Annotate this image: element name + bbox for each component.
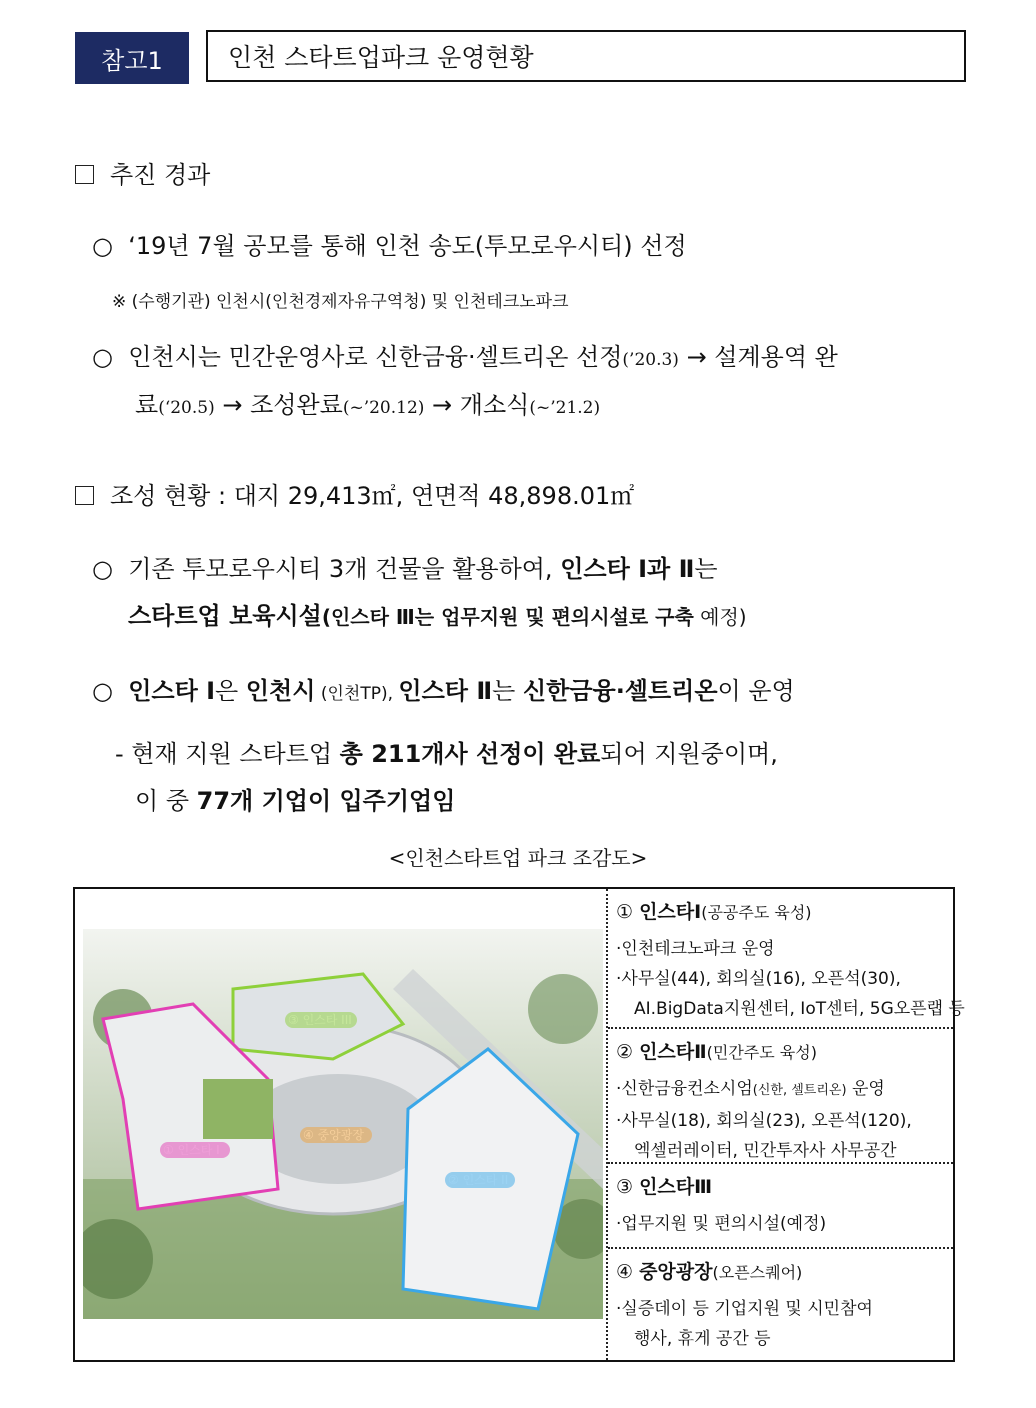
circle-bullet-icon: ○	[92, 343, 129, 371]
legend-item: ·신한금융컨소시엄(신한, 셀트리온) 운영	[616, 1079, 885, 1099]
legend-item: ·사무실(18), 회의실(23), 오픈석(120),	[616, 1111, 912, 1131]
legend-name: 인스타Ⅰ	[639, 901, 702, 923]
dash-text: 총 211개사 선정이 완료	[339, 740, 601, 768]
section-heading-progress	[75, 155, 210, 190]
bullet-operator-cont	[135, 385, 600, 420]
legend-item: AI.BigData지원센터, IoT센터, 5G오픈랩 등	[634, 999, 965, 1019]
bullet-selection	[92, 226, 687, 261]
date-text: (‘20.5)	[158, 398, 215, 418]
legend-heading	[616, 897, 953, 924]
date-text: (’20.3)	[622, 350, 679, 370]
bullet-text: 이 운영	[717, 677, 795, 705]
legend-item: ·실증데이 등 기업지원 및 시민참여	[616, 1299, 873, 1319]
page-title: 인천 스타트업파크 운영현황	[206, 30, 966, 82]
bullet-text: (인스타 Ⅲ는 업무지원 및 편의시설로 구축	[321, 605, 694, 629]
reference-badge: 참고1	[75, 32, 189, 84]
legend-item: ·인천테크노파크 운영	[616, 939, 775, 959]
legend-sub: (오픈스퀘어)	[712, 1263, 803, 1282]
legend-number: ①	[616, 901, 640, 923]
legend-section	[608, 889, 965, 1029]
legend-number: ④	[616, 1261, 640, 1283]
legend-section	[608, 1249, 953, 1363]
bullet-text: → 조성완료	[214, 391, 343, 419]
heading-text: 조성 현황 : 대지 29,413㎡, 연면적 48,898.01㎡	[110, 482, 635, 510]
bullet-text: 예정)	[693, 605, 747, 629]
bullet-buildings-cont	[128, 596, 747, 631]
bullet-operator	[92, 337, 838, 372]
bullet-text: 기존 투모로우시티 3개 건물을 활용하여,	[128, 555, 561, 583]
legend-item: 엑셀러레이터, 민간투자사 사무공간	[634, 1141, 897, 1161]
bullet-text: 인스타 Ⅰ	[128, 677, 216, 705]
bullet-text: ‘19년 7월 공모를 통해 인천 송도(투모로우시티) 선정	[128, 232, 687, 260]
figure-caption: <인천스타트업 파크 조감도>	[388, 846, 648, 870]
bullet-operators	[92, 671, 795, 706]
bullet-text: 은	[215, 677, 246, 705]
bullet-text: → 설계용역 완	[678, 343, 838, 371]
bullet-text: 는	[694, 555, 718, 583]
aerial-view-image	[83, 929, 603, 1319]
legend-name: 인스타Ⅲ	[639, 1176, 713, 1198]
legend-name: 중앙광장	[639, 1261, 713, 1283]
bullet-text: → 개소식	[424, 391, 530, 419]
legend-item: 행사, 휴게 공간 등	[634, 1329, 771, 1349]
legend-heading	[616, 1172, 953, 1199]
bullet-text: 료	[135, 391, 159, 419]
heading-text: 추진 경과	[110, 161, 211, 189]
legend-sub: (공공주도 육성)	[701, 903, 812, 922]
legend-heading	[616, 1037, 953, 1064]
bullet-text: 인스타 Ⅰ과 Ⅱ	[560, 555, 695, 583]
figure-box	[73, 887, 965, 1362]
dash-item-startups-cont	[135, 781, 455, 816]
legend-section	[608, 1029, 953, 1164]
checkbox-square-icon	[75, 165, 94, 184]
circle-bullet-icon: ○	[92, 232, 129, 260]
building-legend-panel	[608, 889, 965, 1360]
dash-text: 77개 기업이 입주기업임	[196, 787, 456, 815]
aerial-view-illustration	[83, 929, 603, 1319]
legend-sub: (민간주도 육성)	[706, 1043, 817, 1062]
legend-number: ②	[616, 1041, 640, 1063]
legend-heading	[616, 1257, 953, 1284]
bullet-text: 인스타 Ⅱ	[398, 677, 493, 705]
circle-bullet-icon: ○	[92, 677, 129, 705]
date-text: (~’20.12)	[342, 398, 425, 418]
bullet-buildings	[92, 549, 718, 584]
legend-item: ·업무지원 및 편의시설(예정)	[616, 1214, 827, 1234]
dash-text: 이 중	[135, 787, 197, 815]
note-agency: ※ (수행기관) 인천시(인천경제자유구역청) 및 인천테크노파크	[112, 292, 569, 312]
bullet-text: 인천시는 민간운영사로 신한금융·셀트리온 선정	[128, 343, 623, 371]
legend-name: 인스타Ⅱ	[639, 1041, 707, 1063]
legend-section	[608, 1164, 953, 1249]
checkbox-square-icon	[75, 486, 94, 505]
bullet-text: 신한금융·셀트리온	[522, 677, 718, 705]
dash-text: 되어 지원중이며,	[600, 740, 778, 768]
date-text: (~’21.2)	[529, 398, 601, 418]
bullet-text: 스타트업 보육시설	[128, 602, 322, 630]
dash-item-startups	[115, 734, 778, 769]
bullet-text: 인천시	[245, 677, 316, 705]
legend-number: ③	[616, 1176, 640, 1198]
section-heading-status	[75, 476, 634, 511]
legend-item: ·사무실(44), 회의실(16), 오픈석(30),	[616, 969, 901, 989]
circle-bullet-icon: ○	[92, 555, 129, 583]
bullet-text: 는	[492, 677, 523, 705]
dash-text: - 현재 지원 스타트업	[115, 740, 340, 768]
bullet-text: (인천TP),	[315, 684, 399, 704]
